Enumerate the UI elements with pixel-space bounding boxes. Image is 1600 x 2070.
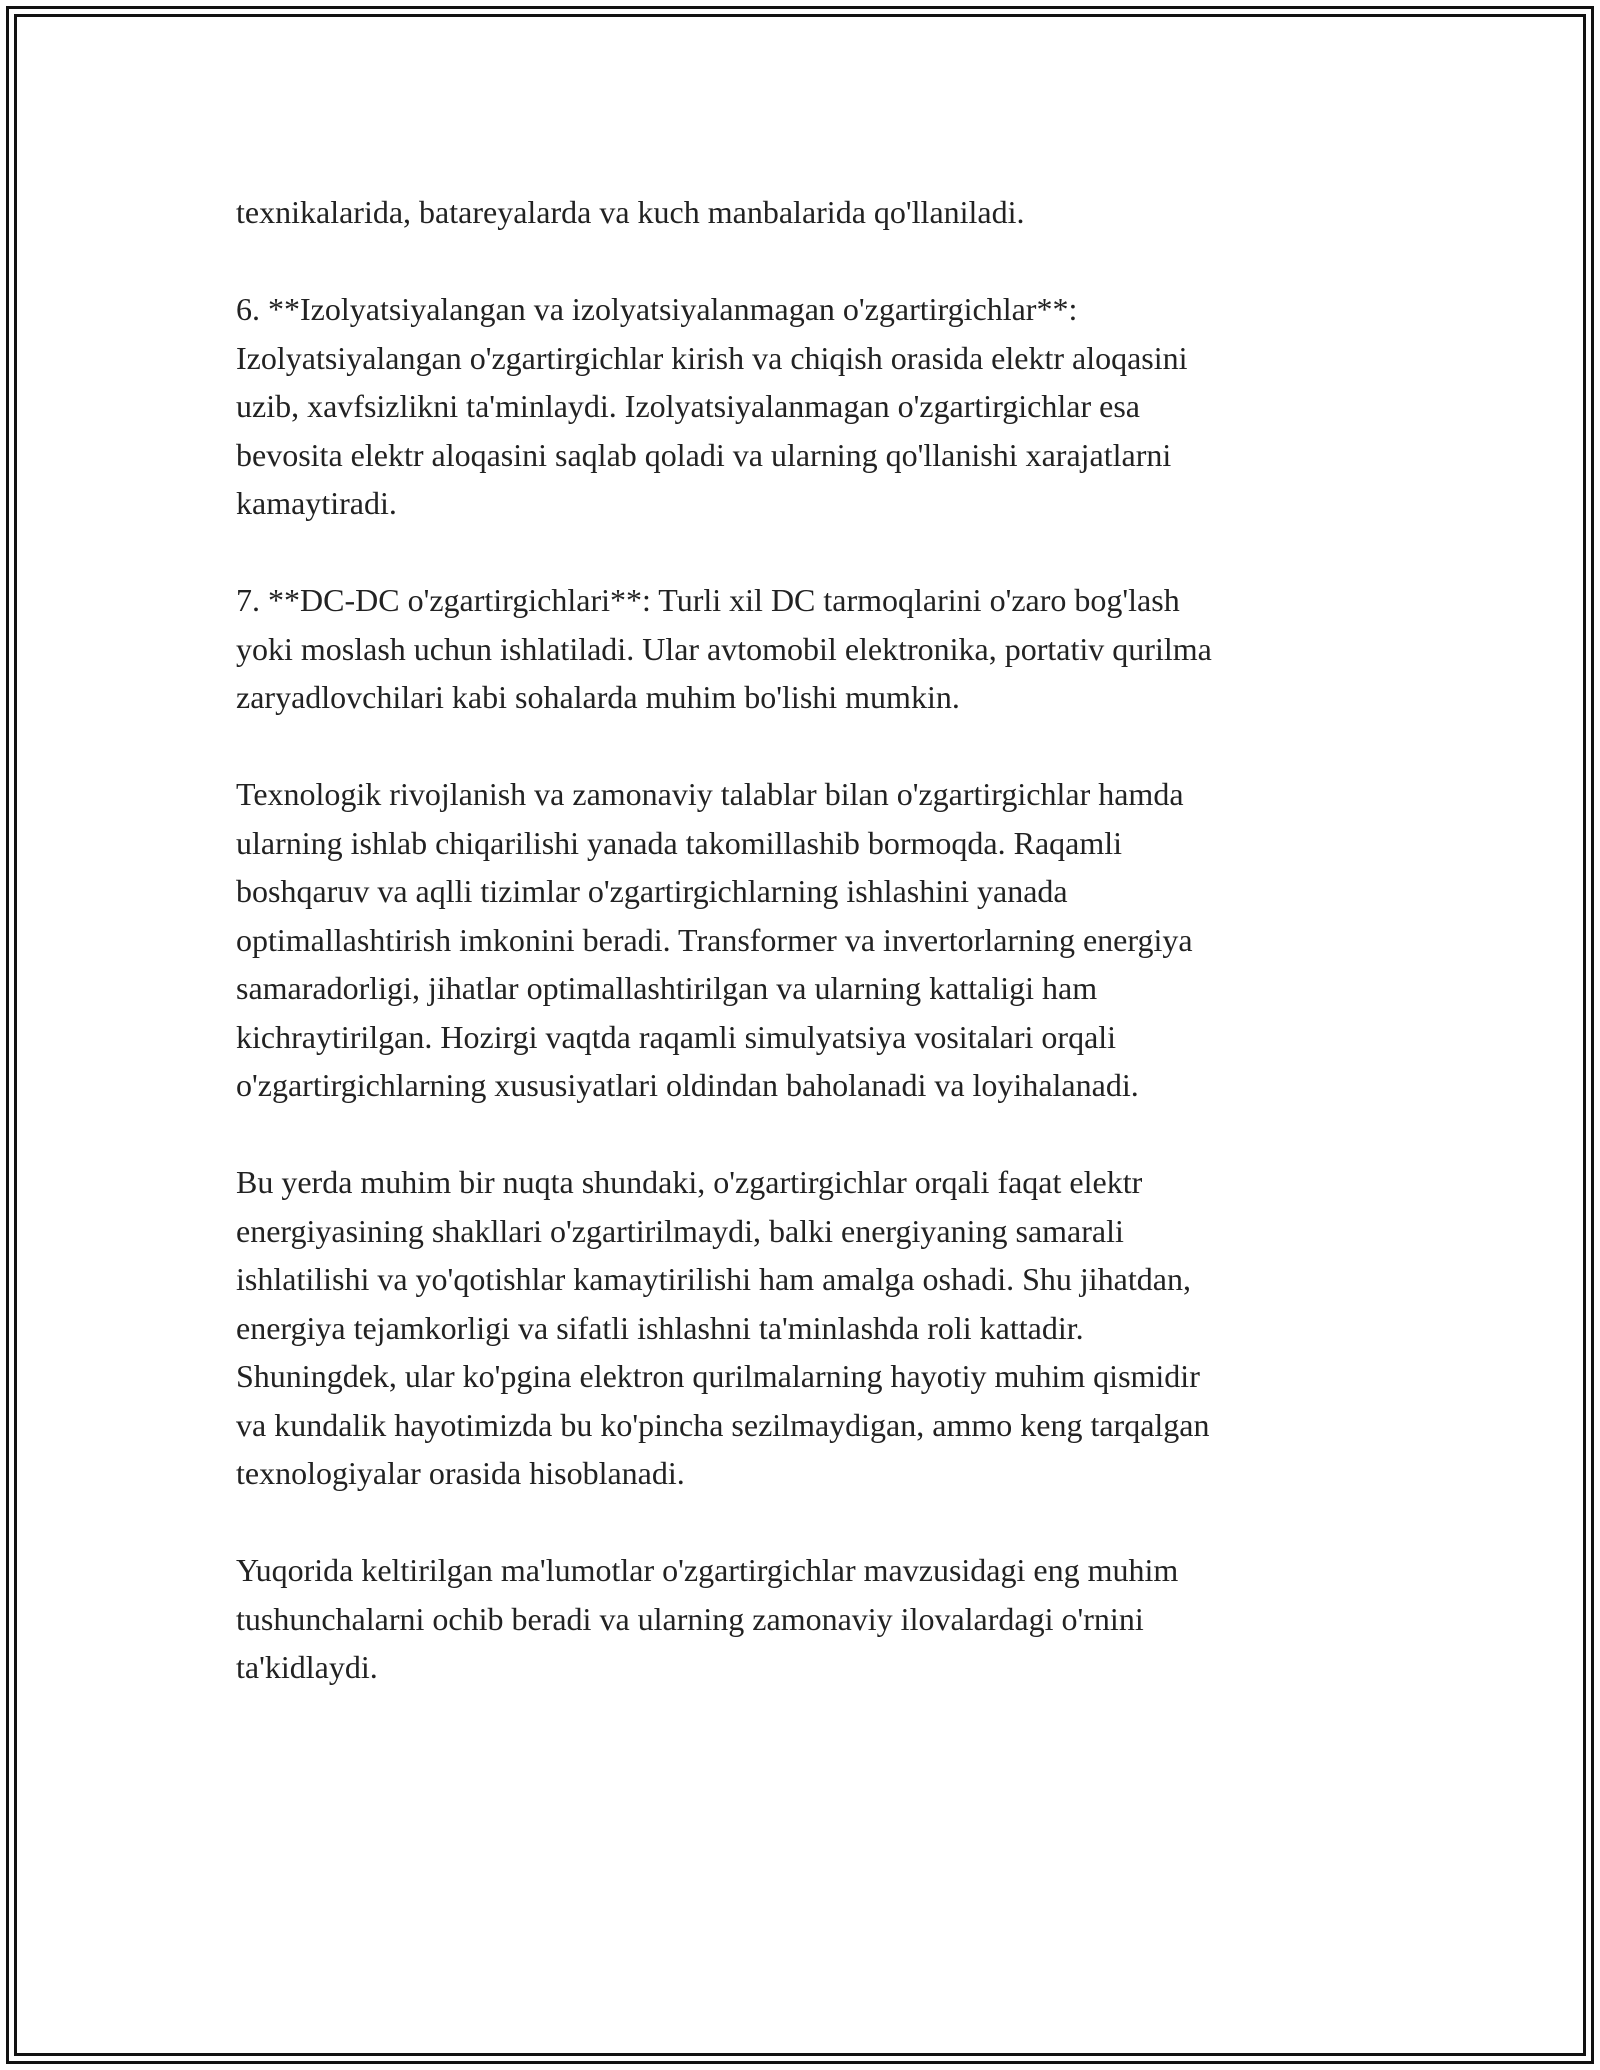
text-line: samaradorligi, jihatlar optimallashtirilgan va ularning kattaligi ham: [236, 970, 1098, 1006]
text-line: o'zgartirgichlarning xususiyatlari oldindan baholanadi va loyihalanadi.: [236, 1067, 1139, 1103]
paragraph-item-6: [236, 285, 1376, 528]
text-line: bevosita elektr aloqasini saqlab qoladi va ularning qo'llanishi xarajatlarni: [236, 436, 1172, 473]
text-line: Yuqorida keltirilgan ma'lumotlar o'zgartirgichlar mavzusidagi eng muhim: [236, 1552, 1179, 1588]
text-line: ta'kidlaydi.: [236, 1649, 378, 1685]
paragraph-item-7: [236, 576, 1376, 722]
text-line: va kundalik hayotimizda bu ko'pincha sezilmaydigan, ammo keng tarqalgan: [236, 1406, 1210, 1443]
text-line: kichraytirilgan. Hozirgi vaqtda raqamli simulyatsiya vositalari orqali: [236, 1018, 1117, 1055]
document-body: [236, 188, 1376, 1740]
text-line: energiya tejamkorligi va sifatli ishlashni ta'minlashda roli kattadir.: [236, 1309, 1084, 1346]
text-line: Bu yerda muhim bir nuqta shundaki, o'zgartirgichlar orqali faqat elektr: [236, 1164, 1143, 1200]
paragraph-technology: [236, 770, 1376, 1110]
text-line: kamaytiradi.: [236, 485, 397, 521]
text-line: ishlatilishi va yo'qotishlar kamaytirilishi ham amalga oshadi. Shu jihatdan,: [236, 1261, 1191, 1297]
text-line: 6. **Izolyatsiyalangan va izolyatsiyalanmagan o'zgartirgichlar**:: [236, 291, 1078, 327]
text-line: zaryadlovchilari kabi sohalarda muhim bo'lishi mumkin.: [236, 679, 960, 715]
paragraph-conclusion: [236, 1546, 1376, 1692]
text-line: texnologiyalar orasida hisoblanadi.: [236, 1455, 685, 1491]
text-line: Shuningdek, ular ko'pgina elektron qurilmalarning hayotiy muhim qismidir: [236, 1358, 1200, 1394]
paragraph-efficiency: [236, 1158, 1376, 1498]
text-line: 7. **DC-DC o'zgartirgichlari**: Turli xil DC tarmoqlarini o'zaro bog'lash: [236, 582, 1180, 618]
text-line: texnikalarida, batareyalarda va kuch manbalarida qo'llaniladi.: [236, 194, 1025, 230]
text-line: Texnologik rivojlanish va zamonaviy talablar bilan o'zgartirgichlar hamda: [236, 776, 1184, 812]
text-line: tushunchalarni ochib beradi va ularning zamonaviy ilovalardagi o'rnini: [236, 1600, 1144, 1637]
text-line: energiyasining shakllari o'zgartirilmaydi, balki energiyaning samarali: [236, 1212, 1124, 1249]
text-line: boshqaruv va aqlli tizimlar o'zgartirgichlarning ishlashini yanada: [236, 873, 1068, 909]
text-line: Izolyatsiyalangan o'zgartirgichlar kirish va chiqish orasida elektr aloqasini: [236, 339, 1188, 376]
text-line: yoki moslash uchun ishlatiladi. Ular avtomobil elektronika, portativ qurilma: [236, 630, 1212, 667]
text-line: uzib, xavfsizlikni ta'minlaydi. Izolyatsiyalanmagan o'zgartirgichlar esa: [236, 388, 1140, 424]
text-line: ularning ishlab chiqarilishi yanada takomillashib bormoqda. Raqamli: [236, 824, 1123, 861]
paragraph-continuation: [236, 188, 1376, 237]
text-line: optimallashtirish imkonini beradi. Transformer va invertorlarning energiya: [236, 921, 1193, 958]
